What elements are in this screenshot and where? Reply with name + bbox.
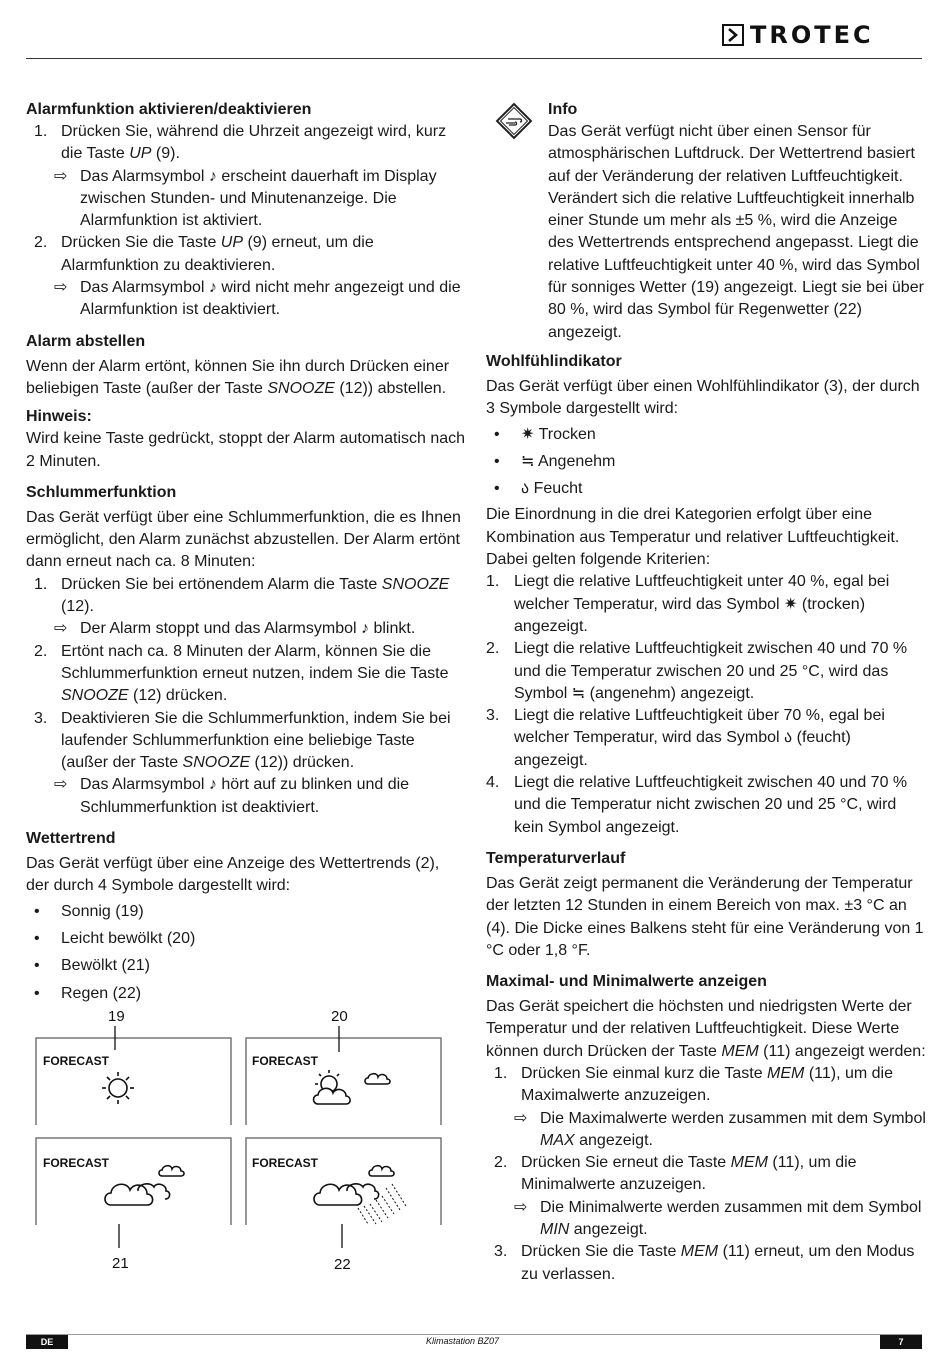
dry-icon: ✷ xyxy=(784,595,798,613)
header-rule xyxy=(26,58,922,59)
language-badge: DE xyxy=(26,1335,68,1349)
result-item: ⇨ Das Alarmsymbol ♪ hört auf zu blinken und die Schlummerfunktion ist deaktiviert. xyxy=(54,776,410,816)
arrow-right-icon: ⇨ xyxy=(514,1109,528,1127)
callout-number: 22 xyxy=(334,1256,351,1273)
forecast-label: FORECAST xyxy=(43,1156,109,1170)
list-item: 1. Drücken Sie einmal kurz die Taste MEM (11), um die Maximalwerte anzuzeigen. xyxy=(494,1064,893,1105)
callout-number: 19 xyxy=(108,1008,125,1025)
result-item: ⇨ Die Minimalwerte werden zusammen mit dem Symbol MIN angezeigt. xyxy=(514,1198,922,1239)
note-text: Wird keine Taste gedrückt, stoppt der Alarm automatisch nach 2 Minuten. xyxy=(26,430,466,470)
alarm-bell-icon: ♪ xyxy=(208,776,217,794)
right-column xyxy=(486,99,926,1286)
list-item: • Bewölkt (21) xyxy=(34,957,150,975)
trotec-logo xyxy=(722,22,922,48)
arrow-right-icon: ⇨ xyxy=(54,167,68,185)
snooze-heading: Schlummerfunktion xyxy=(26,483,177,501)
list-item: • ა Feucht xyxy=(494,480,583,498)
document-title: Klimastation BZ07 xyxy=(426,1336,500,1346)
comfort-intro: Das Gerät verfügt über einen Wohlfühlindikator (3), der durch 3 Symbole dargestellt wird: xyxy=(486,377,920,418)
alarm-stop-text: Wenn der Alarm ertönt, können Sie ihn durch Drücken einer beliebigen Taste (außer der Taste SNOOZE (12)) abstellen. xyxy=(26,357,450,397)
cloudy-icon xyxy=(105,1166,184,1205)
page-number: 7 xyxy=(880,1335,922,1349)
list-item: 1. Drücken Sie bei ertönendem Alarm die Taste SNOOZE (12). xyxy=(34,575,450,616)
arrow-right-icon: ⇨ xyxy=(54,776,68,794)
forecast-label: FORECAST xyxy=(43,1054,109,1068)
comfort-heading: Wohlfühlindikator xyxy=(486,352,622,370)
minmax-intro: Das Gerät speichert die höchsten und niedrigsten Werte der Temperatur und der relativen Luftfeuchtigkeit. Diese Werte können durch Drücken der Taste MEM (11) angezeigt werden: xyxy=(486,998,926,1060)
list-item: 2. Drücken Sie erneut die Taste MEM (11), um die Minimalwerte anzuzeigen. xyxy=(494,1154,857,1194)
minmax-heading: Maximal- und Minimalwerte anzeigen xyxy=(486,973,767,991)
arrow-right-icon: ⇨ xyxy=(514,1198,528,1216)
note-heading: Hinweis: xyxy=(26,408,92,426)
list-item: 4. Liegt die relative Luftfeuchtigkeit zwischen 40 und 70 % und die Temperatur nicht zwischen 20 und 25 °C, wird kein Symbol angezeigt. xyxy=(486,774,908,836)
list-item: • ≒ Angenehm xyxy=(494,452,616,470)
result-item: ⇨ Der Alarm stoppt und das Alarmsymbol ♪ blinkt. xyxy=(26,618,466,640)
comfortable-icon: ≒ xyxy=(571,684,586,702)
dry-icon: ✷ xyxy=(521,425,539,443)
info-text: Das Gerät verfügt nicht über einen Sensor für atmosphärischen Luftdruck. Der Wettertrend basiert auf der Veränderung der relativen Luftfeuchtigkeit. Verändert sich die relative Luftfeuchtigkeit innerhalb einer Stunde um mehr als ±5 %, wird die Anzeige des Wettertrends entsprechend angepasst. Liegt die relative Luftfeuchtigkeit unter 40 %, wird das Symbol für sonniges Wetter (19) angezeigt. Liegt sie bei über 80 %, wird das Symbol für Regenwetter (22) angezeigt. xyxy=(548,123,924,341)
result-item: ⇨ Das Alarmsymbol ♪ erscheint dauerhaft im Display zwischen Stunden- und Minutenanzeige. Die Alarmfunktion ist aktiviert. xyxy=(54,167,437,230)
info-pointing-hand-icon xyxy=(494,101,534,141)
logo-text: TROTEC xyxy=(750,21,874,49)
list-item: 1. Liegt die relative Luftfeuchtigkeit unter 40 %, egal bei welcher Temperatur, wird das Symbol ✷ (trocken) angezeigt. xyxy=(486,573,890,635)
info-box xyxy=(486,99,926,344)
temp-history-heading: Temperaturverlauf xyxy=(486,849,626,867)
rain-icon xyxy=(314,1166,406,1224)
arrow-right-icon: ⇨ xyxy=(54,620,68,638)
forecast-diagram xyxy=(26,1000,466,1290)
left-column xyxy=(26,99,466,1007)
result-item: ⇨ Das Alarmsymbol ♪ wird nicht mehr angezeigt und die Alarmfunktion ist deaktiviert. xyxy=(54,279,461,319)
humid-icon: ა xyxy=(521,480,534,498)
list-item: • ✷ Trocken xyxy=(494,425,596,443)
trend-intro: Das Gerät verfügt über eine Anzeige des Wettertrends (2), der durch 4 Symbole dargestellt wird: xyxy=(26,855,440,895)
temp-history-text: Das Gerät zeigt permanent die Veränderung der Temperatur der letzten 12 Stunden in einem Bereich von max. ±3 °C an (4). Die Dicke eines Balkens steht für eine Veränderung von 1 °C oder 1,8 °F. xyxy=(486,874,924,959)
list-item: • Leicht bewölkt (20) xyxy=(34,929,196,947)
list-item: • Regen (22) xyxy=(34,984,142,1002)
alarm-bell-icon: ♪ xyxy=(361,620,370,638)
trend-heading: Wettertrend xyxy=(26,830,116,848)
result-item: ⇨ Die Maximalwerte werden zusammen mit dem Symbol MAX angezeigt. xyxy=(514,1109,926,1149)
forecast-label: FORECAST xyxy=(252,1054,318,1068)
humid-icon: ა xyxy=(784,729,793,747)
alarm-bell-icon: ♪ xyxy=(208,279,217,297)
list-item: 2. Ertönt nach ca. 8 Minuten der Alarm, können Sie die Schlummerfunktion erneut nutzen, indem Sie die Taste SNOOZE (12) drücken. xyxy=(34,642,449,705)
comfortable-icon: ≒ xyxy=(521,452,538,470)
arrow-right-icon: ⇨ xyxy=(54,279,68,297)
list-item: 1. Drücken Sie, während die Uhrzeit angezeigt wird, kurz die Taste UP (9). xyxy=(34,123,447,163)
page-footer xyxy=(26,1334,922,1349)
alarm-bell-icon: ♪ xyxy=(208,167,217,185)
callout-number: 20 xyxy=(331,1008,348,1025)
info-heading: Info xyxy=(548,101,578,118)
forecast-label: FORECAST xyxy=(252,1156,318,1170)
list-item: 2. Liegt die relative Luftfeuchtigkeit zwischen 40 und 70 % und die Temperatur zwischen 20 und 25 °C, wird das Symbol ≒ (angenehm) angezeigt. xyxy=(486,640,908,702)
partly-cloudy-icon xyxy=(314,1070,391,1104)
logo-chevron-icon xyxy=(722,24,744,46)
list-item: 3. Drücken Sie die Taste MEM (11) erneut, um den Modus zu verlassen. xyxy=(494,1243,915,1283)
alarm-toggle-heading: Alarmfunktion aktivieren/deaktivieren xyxy=(26,101,312,118)
list-item: 3. Liegt die relative Luftfeuchtigkeit über 70 %, egal bei welcher Temperatur, wird das Symbol ა (feucht) angezeigt. xyxy=(486,707,885,769)
list-item: 2. Drücken Sie die Taste UP (9) erneut, um die Alarmfunktion zu deaktivieren. xyxy=(34,234,374,274)
list-item: • Sonnig (19) xyxy=(34,902,144,920)
criteria-intro: Die Einordnung in die drei Kategorien erfolgt über eine Kombination aus Temperatur und relativer Luftfeuchtigkeit. Dabei gelten folgende Kriterien: xyxy=(486,506,900,569)
alarm-stop-heading: Alarm abstellen xyxy=(26,332,146,350)
list-item: 3. Deaktivieren Sie die Schlummerfunktion, indem Sie bei laufender Schlummerfunktion eine beliebige Taste (außer der Taste SNOOZE (12)) drücken. xyxy=(34,709,451,772)
snooze-intro: Das Gerät verfügt über eine Schlummerfunktion, die es Ihnen ermöglicht, den Alarm zunächst abzustellen. Der Alarm ertönt dann erneut nach ca. 8 Minuten: xyxy=(26,508,461,571)
sun-icon xyxy=(102,1072,134,1104)
callout-number: 21 xyxy=(112,1255,129,1272)
